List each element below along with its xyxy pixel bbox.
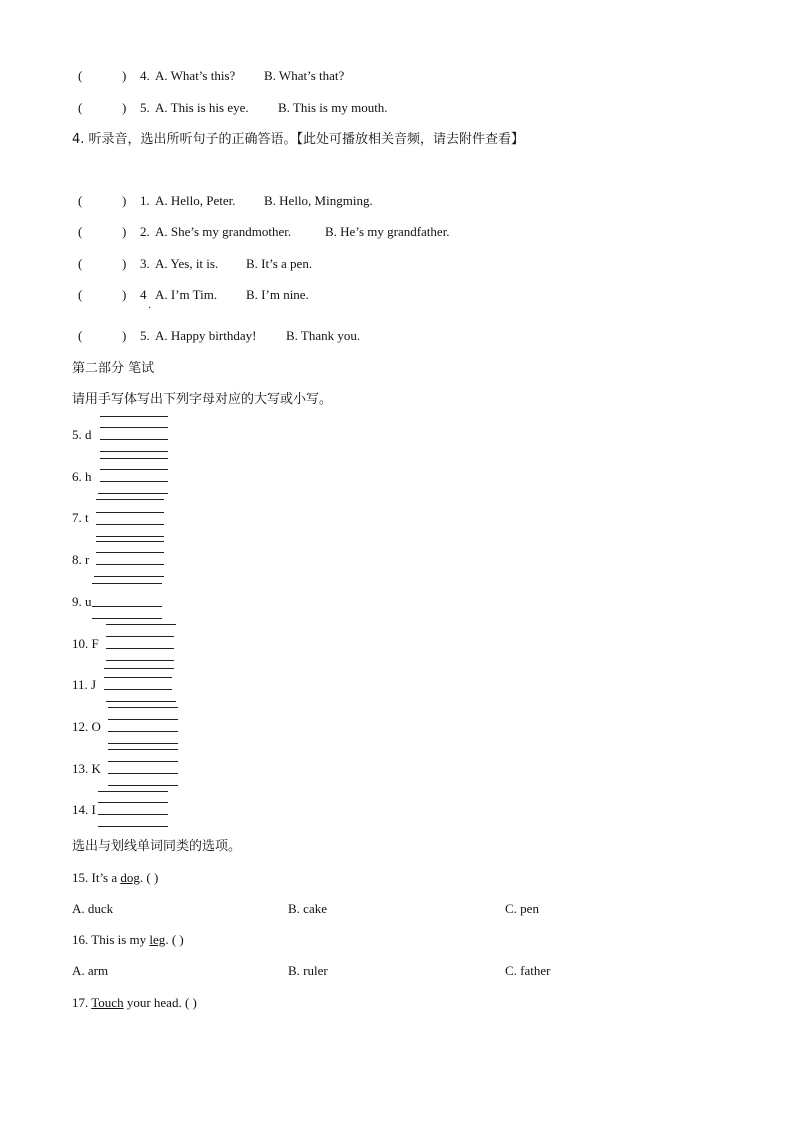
letter-label: 10. F (72, 636, 99, 651)
letter-label: 14. I (72, 802, 96, 817)
letter-label: 11. J (72, 677, 97, 692)
option-b: B. It’s a pen. (246, 256, 313, 271)
answer-paren-close: ) (122, 100, 127, 115)
writing-line[interactable] (98, 791, 168, 792)
letter-label: 6. h (72, 469, 92, 484)
answer-paren: . ( ) (139, 870, 159, 885)
underlined-word: dog (120, 870, 140, 885)
option-a: A. Yes, it is. (155, 256, 219, 271)
writing-line[interactable] (96, 524, 164, 525)
question-number: 4. (140, 68, 150, 83)
writing-line[interactable] (108, 731, 178, 732)
question-number: 5. (140, 328, 150, 343)
answer-paren-open: ( (78, 256, 83, 271)
writing-line[interactable] (98, 493, 168, 494)
question-number: 3. (140, 256, 150, 271)
option-c: C. pen (505, 901, 539, 916)
writing-line[interactable] (108, 785, 178, 786)
option-a: A. She’s my grandmother. (155, 224, 292, 239)
question-text: 17. (72, 995, 92, 1010)
writing-line[interactable] (108, 719, 178, 720)
answer-paren-close: ) (122, 328, 127, 343)
option-b: B. cake (288, 901, 327, 916)
writing-line[interactable] (108, 749, 178, 750)
question-15 (72, 870, 158, 886)
writing-line[interactable] (100, 469, 168, 470)
writing-line[interactable] (104, 677, 172, 678)
option-a: A. I’m Tim. (155, 287, 218, 302)
writing-line[interactable] (108, 761, 178, 762)
writing-line[interactable] (100, 416, 168, 417)
writing-line[interactable] (100, 427, 168, 428)
answer-paren-close: ) (122, 287, 127, 302)
writing-line[interactable] (92, 606, 162, 607)
writing-line[interactable] (100, 451, 168, 452)
answer-paren-open: ( (78, 287, 83, 302)
letters-instruction: 请用手写体写出下列字母对应的大写或小写。 (72, 392, 333, 407)
answer-paren-close: ) (122, 256, 127, 271)
part-2-title: 第二部分 笔试 (72, 361, 155, 376)
letter-label: 13. K (72, 761, 101, 776)
choose-instruction: 选出与划线单词同类的选项。 (72, 839, 242, 854)
option-a: A. Happy birthday! (155, 328, 257, 343)
option-b: B. What’s that? (264, 68, 345, 83)
option-a: A. What’s this? (155, 68, 236, 83)
answer-paren-close: ) (122, 224, 127, 239)
option-b: B. Thank you. (286, 328, 361, 343)
question-number: 4 (140, 287, 147, 302)
answer-paren: . ( ) (165, 932, 184, 947)
answer-paren: your head. ( ) (123, 995, 197, 1010)
stray-dot: · (148, 303, 152, 314)
answer-paren-close: ) (122, 193, 127, 208)
writing-line[interactable] (96, 536, 164, 537)
answer-paren-open: ( (78, 328, 83, 343)
option-a: A. duck (72, 901, 114, 916)
option-c: C. father (505, 963, 551, 978)
writing-line[interactable] (96, 541, 164, 542)
writing-line[interactable] (100, 439, 168, 440)
writing-line[interactable] (106, 624, 176, 625)
writing-line[interactable] (98, 826, 168, 827)
question-number: 2. (140, 224, 150, 239)
writing-line[interactable] (106, 660, 174, 661)
writing-line[interactable] (106, 648, 174, 649)
option-b: B. This is my mouth. (278, 100, 388, 115)
answer-paren-close: ) (122, 68, 127, 83)
question-number: 5. (140, 100, 150, 115)
option-b: B. He’s my grandfather. (325, 224, 450, 239)
letter-label: 7. t (72, 510, 89, 525)
writing-line[interactable] (104, 689, 172, 690)
letter-label: 12. O (72, 719, 101, 734)
writing-line[interactable] (108, 743, 178, 744)
question-text: 15. It’s a (72, 870, 121, 885)
question-text: 16. This is my (72, 932, 150, 947)
writing-line[interactable] (100, 481, 168, 482)
writing-line[interactable] (96, 552, 164, 553)
option-a: A. This is his eye. (155, 100, 249, 115)
question-number: 1. (140, 193, 150, 208)
writing-line[interactable] (98, 802, 168, 803)
writing-line[interactable] (96, 499, 164, 500)
answer-paren-open: ( (78, 100, 83, 115)
underlined-word: Touch (91, 995, 124, 1010)
letter-label: 9. u (72, 594, 92, 609)
writing-line[interactable] (100, 458, 168, 459)
writing-line[interactable] (108, 773, 178, 774)
underlined-word: leg (149, 932, 166, 947)
answer-paren-open: ( (78, 224, 83, 239)
question-17 (72, 995, 197, 1011)
letter-label: 5. d (72, 427, 92, 442)
writing-line[interactable] (96, 564, 164, 565)
section-4-title: 4. 听录音，选出所听句子的正确答语。【此处可播放相关音频，请去附件查看】 (72, 132, 525, 147)
writing-line[interactable] (96, 512, 164, 513)
option-b: B. Hello, Mingming. (264, 193, 373, 208)
writing-line[interactable] (106, 701, 176, 702)
option-a: A. arm (72, 963, 109, 978)
writing-line[interactable] (108, 707, 178, 708)
writing-line[interactable] (94, 576, 164, 577)
writing-line[interactable] (106, 636, 174, 637)
writing-line[interactable] (92, 618, 162, 619)
writing-line[interactable] (104, 668, 174, 669)
answer-paren-open: ( (78, 68, 83, 83)
writing-line[interactable] (92, 583, 162, 584)
option-b: B. ruler (288, 963, 328, 978)
question-16 (72, 932, 184, 948)
letter-label: 8. r (72, 552, 90, 567)
answer-paren-open: ( (78, 193, 83, 208)
option-b: B. I’m nine. (246, 287, 309, 302)
option-a: A. Hello, Peter. (155, 193, 236, 208)
writing-line[interactable] (98, 814, 168, 815)
